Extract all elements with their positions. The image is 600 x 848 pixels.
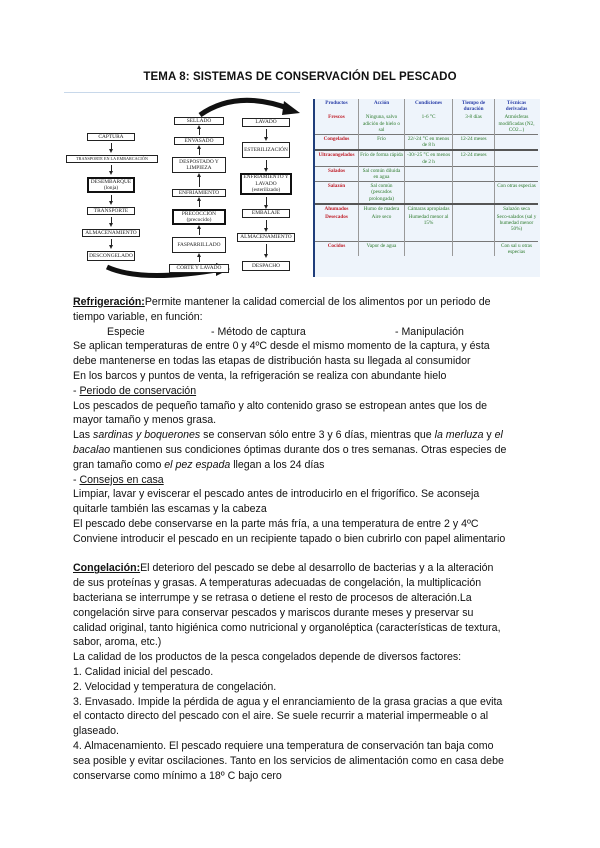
arrow-up-icon — [199, 227, 200, 235]
cell-tiempo: 12-24 meses — [453, 150, 495, 166]
text-line: Los pescados de pequeño tamaño y alto contenido graso se estropean antes que los de — [73, 399, 488, 412]
flow-step-captura: CAPTURA — [87, 133, 135, 141]
text-line: Conviene introducir el pescado en un recipiente tapado o bien cubrirlo con papel alimentario — [73, 532, 506, 545]
flow-step-almacenamiento: ALMACENAMIENTO — [82, 229, 140, 237]
flow-step-esterilizacion: ESTERILIZACIÓN — [242, 142, 290, 158]
text-span: se conservan sólo entre 3 y 6 días, mientras que — [200, 429, 435, 442]
curved-arrow-top-icon — [192, 95, 302, 117]
arrow-down-icon — [266, 160, 267, 170]
text-line: La calidad de los productos de la pesca congelados depende de diversos factores: — [73, 651, 462, 664]
italic-span: bacalao — [73, 443, 111, 456]
subheading-line — [73, 384, 543, 399]
factor-metodo-captura: - Método de captura — [211, 325, 306, 338]
table-row — [315, 182, 538, 204]
processing-flowchart — [62, 95, 302, 280]
page-title: TEMA 8: SISTEMAS DE CONSERVACIÓN DEL PESCADO — [143, 71, 457, 83]
cell-tiempo: 12-24 meses — [453, 135, 495, 151]
text-line: En los barcos y puntos de venta, la refrigeración se realiza con abundante hielo — [73, 369, 447, 382]
table-header: Técnicas derivadas — [505, 100, 528, 113]
cell-tecnicas: Atmósferas modificadas (N2, CO2...) — [498, 114, 535, 133]
flow-step-envasado: ENVASADO — [174, 137, 224, 145]
arrow-down-icon — [111, 165, 112, 173]
flow-step-embalaje: EMBALAJE — [242, 209, 290, 218]
arrow-up-icon — [199, 255, 200, 262]
cell-tecnicas — [495, 150, 539, 166]
cell-producto: Salazón — [315, 182, 358, 204]
arrow-down-icon — [266, 220, 267, 230]
cell-condiciones: -30/-25 °C en menos de 2 h — [405, 150, 453, 166]
text-line: conservarse como mínimo a 18º C bajo cero — [73, 769, 282, 782]
text-line: de sus proteínas y grasas. A temperaturas adecuadas de congelación, la multiplicación — [73, 577, 482, 590]
flow-step-almacenamiento-final: ALMACENAMIENTO — [237, 233, 295, 242]
text-line: sea posible y evitar oscilaciones. Tanto en los servicios de alimentación como en casa debe — [73, 754, 504, 767]
flow-step-descongelado: DESCONGELADO — [87, 251, 135, 261]
table-row — [315, 135, 538, 151]
list-item: 4. Almacenamiento. El pescado requiere una temperatura de conservación tan baja como — [73, 739, 494, 752]
text-line — [73, 428, 543, 443]
cell-producto: Cocidos — [315, 242, 358, 257]
flow-step-despacho: DESPACHO — [242, 261, 290, 271]
cell-tiempo — [453, 242, 495, 257]
cell-tecnicas — [495, 135, 539, 151]
cell-tecnicas: Salazón seca — [495, 204, 539, 213]
flow-step-despostado: DESPOSTADO Y LIMPIEZA — [172, 157, 226, 173]
cell-producto: Desecados — [315, 213, 358, 242]
arrow-down-icon — [111, 239, 112, 247]
cell-condiciones: 22/-24 °C en menos de 8 h — [405, 135, 453, 151]
text-line: tiempo variable, en función: — [73, 310, 203, 323]
table-header: Acción — [358, 99, 404, 113]
arrow-up-icon — [199, 199, 200, 207]
cell-condiciones: Cámaras apropiadas — [405, 204, 453, 213]
flow-step-corte-lavado: CORTE Y LAVADO — [169, 264, 229, 273]
cell-tecnicas: Con sal u otras especias — [495, 242, 539, 257]
text-span: mantienen sus condiciones óptimas durante dos o tres semanas. Otras especies de — [110, 443, 507, 456]
subheading-line — [73, 473, 543, 488]
text-span: Las — [73, 429, 94, 442]
text-line: Limpiar, lavar y eviscerar el pescado antes de introducirlo en el frigorífico. Se aconseja — [73, 488, 480, 501]
dash: - — [73, 473, 80, 486]
arrow-down-icon — [111, 195, 112, 203]
paragraph — [73, 295, 543, 310]
cell-condiciones: 1-6 °C — [405, 113, 453, 134]
cell-tiempo — [453, 166, 495, 181]
factor-manipulacion: - Manipulación — [395, 325, 464, 338]
list-item: 1. Calidad inicial del pescado. — [73, 665, 214, 678]
flow-step-transporte: TRANSPORTE — [87, 207, 135, 215]
cell-tecnicas: Con otras especias — [495, 182, 539, 204]
conservation-table — [313, 99, 540, 277]
text-span: gran tamaño como — [73, 458, 165, 471]
spacer — [73, 547, 543, 562]
text-line: sabor, aroma, etc.) — [73, 636, 162, 649]
flow-step-desembarque: DESEMBARQUE (lonja) — [87, 177, 135, 193]
arrow-up-icon — [199, 147, 200, 155]
factors-line — [73, 325, 543, 340]
text-line: El deterioro del pescado se debe al desarrollo de bacterias y a la alteración — [140, 562, 494, 575]
text-line: Permite mantener la calidad comercial de los alimentos por un periodo de — [144, 296, 491, 308]
dash: - — [73, 384, 80, 397]
italic-span: el — [494, 429, 503, 442]
cell-accion: Frío de forma rápida — [358, 150, 404, 166]
text-line: bacteriana se interrumpe y se retrasa o detiene el resto de procesos de alteración.La — [73, 591, 472, 604]
flow-step-enfriamiento: ENFRIAMIENTO — [172, 189, 226, 197]
text-line: congelación sirve para conservar pescados y mariscos durante meses y preservar su — [73, 606, 474, 619]
italic-span: el pez espada — [164, 458, 231, 471]
cell-tecnicas: Seco-salados (sal y humedad menor 50%) — [496, 214, 537, 233]
header-rule — [64, 92, 300, 93]
list-item: 2. Velocidad y temperatura de congelación. — [73, 680, 277, 693]
flow-step-enfriamiento-lavado: ENFRIAMIENTO Y LAVADO (esterilizado) — [240, 173, 292, 195]
text-span: llegan a los 24 días — [230, 458, 325, 471]
table-row — [315, 166, 538, 181]
italic-span: la merluza — [434, 429, 484, 442]
flow-step-sellado: SELLADO — [174, 117, 224, 125]
table-header: Productos — [315, 99, 358, 113]
flow-step-lavado: LAVADO — [242, 118, 290, 127]
list-item: 3. Envasado. Impide la pérdida de agua y el enranciamiento de la grasa gracias a que evita — [73, 695, 503, 708]
cell-accion: Frío — [358, 135, 404, 151]
cell-condiciones — [405, 182, 453, 204]
arrow-down-icon — [266, 197, 267, 207]
table-row — [315, 204, 538, 213]
cell-accion: Ninguna, salvo adición de hielo o sal — [358, 113, 404, 134]
cell-accion: Sal común (pescados prolongada) — [358, 182, 404, 204]
arrow-down-icon — [266, 129, 267, 139]
cell-producto: Frescos — [315, 113, 358, 134]
table-row — [315, 213, 538, 242]
text-line: glaseado. — [73, 725, 119, 738]
cell-accion: Aire seco — [358, 213, 404, 242]
section-heading-refrigeracion: Refrigeración: — [73, 296, 145, 308]
table-row — [315, 150, 538, 166]
cell-accion: Sal común diluida en agua — [358, 166, 404, 181]
flow-step-fasparrillado: FASPARRILLADO — [172, 237, 226, 253]
text-line — [73, 443, 543, 458]
text-line — [73, 458, 543, 473]
table-row — [315, 242, 538, 257]
text-line: mayor tamaño y menos grasa. — [73, 414, 217, 427]
text-line: quitarle también las escamas y la cabeza — [73, 503, 267, 516]
cell-producto: Ultracongelados — [315, 150, 358, 166]
arrow-up-icon — [199, 127, 200, 135]
cell-producto: Salados — [315, 166, 358, 181]
flow-step-precoccion: PRECOCCIÓN (precocido) — [172, 209, 226, 225]
text-line: debe mantenerse en todas las etapas de distribución hasta su llegada al consumidor — [73, 355, 471, 368]
arrow-up-icon — [199, 175, 200, 187]
arrow-down-icon — [111, 143, 112, 151]
table-row — [315, 113, 538, 134]
cell-producto: Ahumados — [315, 204, 358, 213]
text-span: y — [483, 429, 495, 442]
factor-especie: Especie — [107, 325, 145, 338]
text-line: el contacto directo del pescado con el aire. Se suele recurrir a material impermeable o al — [73, 710, 489, 723]
document-body — [73, 295, 543, 783]
cell-tiempo — [453, 213, 495, 242]
text-line: Se aplican temperaturas de entre 0 y 4ºC desde el mismo momento de la captura, y ésta — [73, 340, 490, 353]
table-header: Condiciones — [405, 99, 453, 113]
cell-condiciones — [405, 166, 453, 181]
cell-tiempo — [453, 204, 495, 213]
arrow-down-icon — [111, 217, 112, 225]
arrow-down-icon — [266, 244, 267, 256]
flow-step-transporte-embarcacion: TRANSPORTE EN LA EMBARCACIÓN — [66, 155, 158, 163]
cell-producto: Congelados — [315, 135, 358, 151]
italic-span: sardinas y boquerones — [93, 429, 201, 442]
text-line: El pescado debe conservarse en la parte más fría, a una temperatura de entre 2 y 4ºC — [73, 517, 479, 530]
cell-tecnicas — [495, 166, 539, 181]
cell-accion: Humo de madera — [358, 204, 404, 213]
cell-tiempo — [453, 182, 495, 204]
text-line: calidad original, tanto higiénica como nutricional y organoléptica (características de textura, — [73, 621, 501, 634]
cell-accion: Vapor de agua — [358, 242, 404, 257]
section-heading-congelacion: Congelación: — [73, 562, 141, 575]
subheading-periodo-conservacion: Periodo de conservación — [79, 384, 197, 397]
paragraph — [73, 561, 543, 576]
cell-condiciones: Humedad menor al 15% — [405, 213, 453, 242]
table-header: Tiempo de duración — [453, 99, 495, 113]
cell-condiciones — [405, 242, 453, 257]
cell-tiempo: 3-8 días — [453, 113, 495, 134]
subheading-consejos-casa: Consejos en casa — [79, 473, 164, 486]
